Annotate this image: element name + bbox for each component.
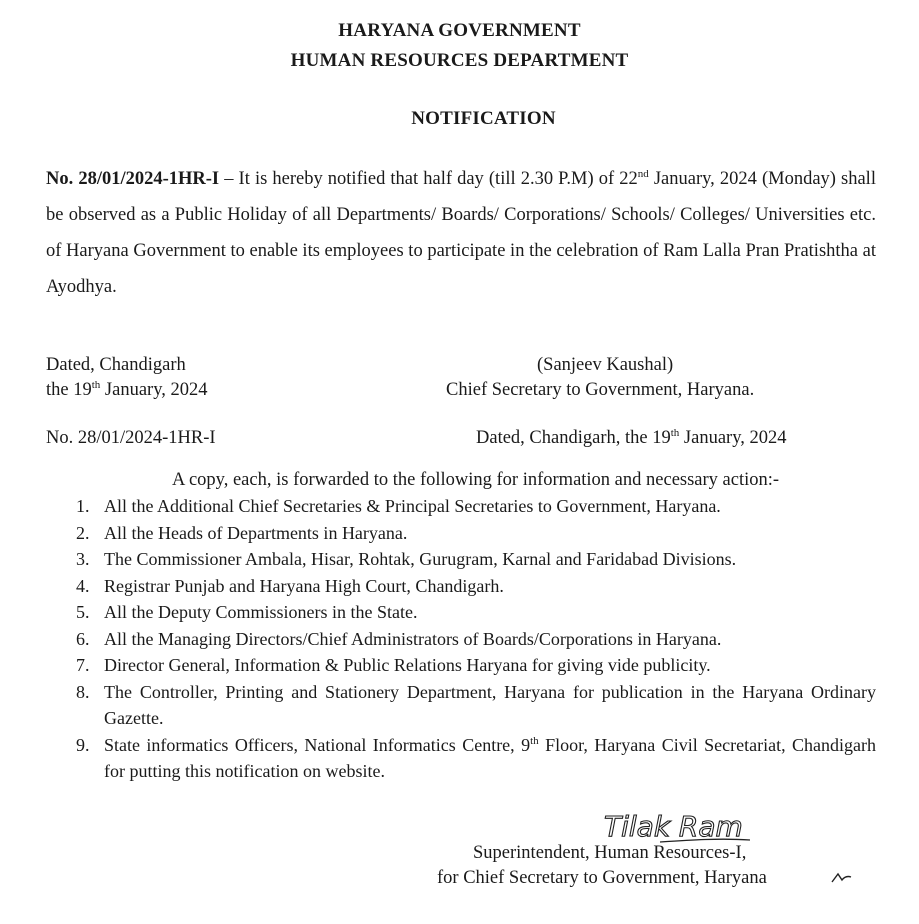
superscript-nd: nd: [637, 167, 649, 180]
list-item: 1. All the Additional Chief Secretaries & Principal Secretaries to Government, Haryana.: [76, 496, 721, 516]
list-item: 2. All the Heads of Departments in Haryana.: [76, 522, 408, 543]
header-department: HUMAN RESOURCES DEPARTMENT: [290, 50, 629, 71]
recipient-list: [76, 493, 876, 785]
list-item: 8. The Controller, Printing and Stationery Department, Haryana for publication in the Haryana Ordinary Gazette.: [76, 681, 876, 728]
dated-date: the 19th January, 2024: [46, 378, 208, 400]
copy-intro: A copy, each, is forwarded to the following for information and necessary action:-: [172, 470, 780, 490]
list-item: 5. All the Deputy Commissioners in the State.: [76, 602, 418, 622]
signatory-for-chief-secretary: for Chief Secretary to Government, Haryana: [437, 868, 767, 888]
list-item: 4. Registrar Punjab and Haryana High Court, Chandigarh.: [76, 575, 504, 596]
list-item: 9. State informatics Officers, National Informatics Centre, 9th Floor, Haryana Civil Secretariat, Chandigarh for putting this notification on website.: [76, 734, 876, 781]
header-government: HARYANA GOVERNMENT: [338, 20, 581, 41]
initials-mark-icon: [830, 870, 852, 886]
signatory-name: (Sanjeev Kaushal): [537, 355, 674, 375]
list-item: 6. All the Managing Directors/Chief Administrators of Boards/Corporations in Haryana.: [76, 628, 722, 649]
notification-body: [46, 161, 876, 305]
dated-place: Dated, Chandigarh: [46, 355, 186, 375]
signatory-superintendent: Superintendent, Human Resources-I,: [473, 843, 747, 863]
notification-text-1: – It is hereby notified that half day (till 2.30 P.M) of 22: [219, 169, 638, 189]
copy-number: No. 28/01/2024-1HR-I: [46, 428, 216, 448]
notification-number: No. 28/01/2024-1HR-I: [46, 169, 220, 189]
list-item: 7. Director General, Information & Public Relations Haryana for giving vide publicity.: [76, 655, 711, 675]
svg-text:Tilak Ram: Tilak Ram: [604, 810, 743, 843]
copy-dated: Dated, Chandigarh, the 19th January, 2024: [476, 426, 787, 448]
signatory-designation: Chief Secretary to Government, Haryana.: [446, 380, 755, 400]
list-item: 3. The Commissioner Ambala, Hisar, Rohtak, Gurugram, Karnal and Faridabad Divisions.: [76, 549, 737, 569]
document-title: NOTIFICATION: [411, 108, 556, 129]
notification-text-2: January, 2024 (Monday) shall be observed as a Public Holiday of all Departments/ Boards/ Corporations/ Schools/ Colleges/ Universities etc. of Haryana Government to enable its employees to participate in the celebration of Ram Lalla Pran Pratishtha at Ayodhya.: [46, 169, 876, 297]
handwritten-signature: [600, 800, 760, 848]
